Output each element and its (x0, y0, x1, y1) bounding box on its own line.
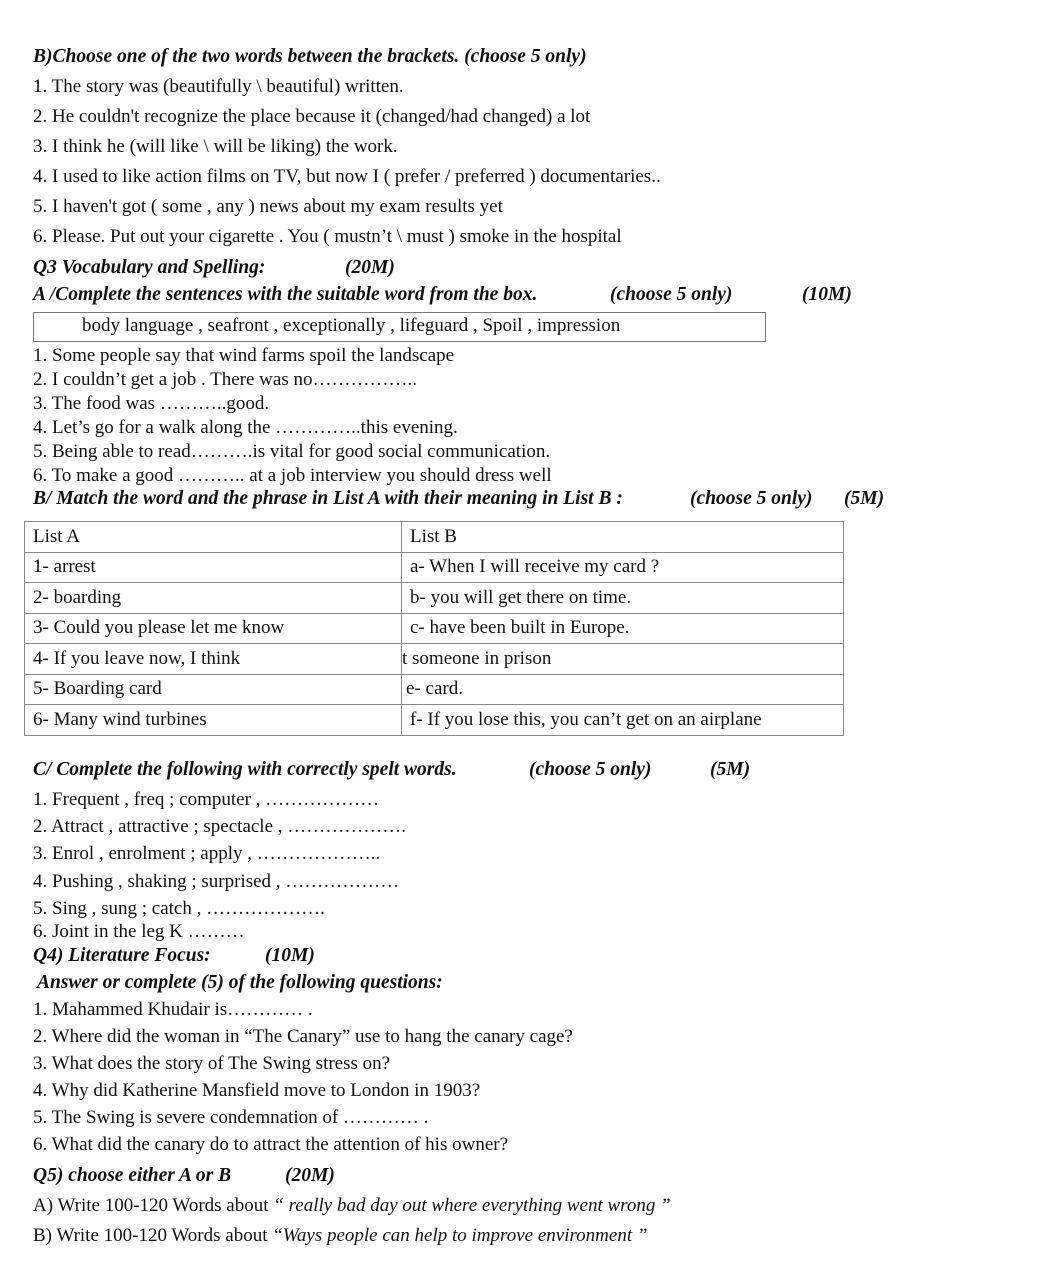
list-b-cell: f- If you lose this, you can’t get on an airplane (402, 705, 844, 736)
q3c-item-2: 2. Attract , attractive ; spectacle , ………………. (33, 816, 407, 837)
q3b-marks: (5M) (844, 488, 885, 509)
q4-item-4: 4. Why did Katherine Mansfield move to London in 1903? (33, 1080, 481, 1101)
matching-table (24, 521, 844, 736)
section-b-item-6: 6. Please. Put out your cigarette . You ( mustn’t \ must ) smoke in the hospital (33, 226, 622, 247)
q3c-item-3: 3. Enrol , enrolment ; apply , ……………….. (33, 843, 381, 864)
q5-option-a-prefix: A) Write 100-120 Words about (33, 1195, 274, 1216)
header-list-a: List A (25, 522, 402, 553)
word-box (33, 312, 766, 342)
q3-title: Q3 Vocabulary and Spelling: (33, 257, 266, 278)
section-b-item-3: 3. I think he (will like \ will be liking) the work. (33, 136, 398, 157)
list-b-cell: e- card. (402, 674, 844, 705)
section-b-item-1: 1. The story was (beautifully \ beautiful) written. (33, 76, 404, 97)
table-row (25, 705, 844, 736)
q3b-choose: (choose 5 only) (690, 488, 813, 509)
q3c-item-4: 4. Pushing , shaking ; surprised , ……………… (33, 871, 400, 892)
q3a-item-4: 4. Let’s go for a walk along the …………..this evening. (33, 417, 458, 438)
q5-option-b-topic: “Ways people can help to improve environment ” (272, 1225, 648, 1246)
list-a-cell: 5- Boarding card (25, 674, 402, 705)
header-list-b: List B (402, 522, 844, 553)
q5-option-a-topic: “ really bad day out where everything went wrong ” (273, 1195, 671, 1216)
q4-item-2: 2. Where did the woman in “The Canary” use to hang the canary cage? (33, 1026, 573, 1047)
section-b-heading: B)Choose one of the two words between the brackets. (choose 5 only) (33, 46, 587, 67)
q3c-item-1: 1. Frequent , freq ; computer , ……………… (33, 789, 380, 810)
q5-option-a (33, 1195, 671, 1217)
q3a-item-1: 1. Some people say that wind farms spoil the landscape (33, 345, 455, 366)
q3a-item-5: 5. Being able to read……….is vital for good social communication. (33, 441, 551, 462)
q3a-item-3: 3. The food was ………..good. (33, 393, 270, 414)
list-a-cell: 4- If you leave now, I think (25, 644, 402, 675)
q5-marks: (20M) (285, 1165, 335, 1186)
q4-title: Q4) Literature Focus: (33, 945, 211, 966)
section-b-item-4: 4. I used to like action films on TV, but now I ( prefer / preferred ) documentaries.. (33, 166, 661, 187)
q4-item-1: 1. Mahammed Khudair is………… . (33, 999, 313, 1020)
q3c-choose: (choose 5 only) (529, 759, 652, 780)
list-a-cell: 3- Could you please let me know (25, 613, 402, 644)
q3a-marks: (10M) (802, 284, 852, 305)
q3c-item-6: 6. Joint in the leg K ……… (33, 921, 245, 942)
q4-marks: (10M) (265, 945, 315, 966)
list-b-cell: a- When I will receive my card ? (402, 552, 844, 583)
table-row (25, 552, 844, 583)
q3a-heading: A /Complete the sentences with the suitable word from the box. (33, 284, 538, 305)
q3c-item-5: 5. Sing , sung ; catch , ………………. (33, 898, 325, 919)
q5-title: Q5) choose either A or B (33, 1165, 232, 1186)
list-b-cell: t someone in prison (402, 644, 844, 675)
section-b-item-5: 5. I haven't got ( some , any ) news about my exam results yet (33, 196, 503, 217)
word-box-text: body language , seafront , exceptionally , lifeguard , Spoil , impression (82, 315, 621, 336)
table-header-row (25, 522, 844, 553)
table-row (25, 674, 844, 705)
list-b-cell: c- have been built in Europe. (402, 613, 844, 644)
q4-item-3: 3. What does the story of The Swing stress on? (33, 1053, 391, 1074)
list-a-cell: 1- arrest (25, 552, 402, 583)
q4-item-6: 6. What did the canary do to attract the attention of his owner? (33, 1134, 509, 1155)
q3-marks: (20M) (345, 257, 395, 278)
q3a-item-2: 2. I couldn’t get a job . There was no…………….. (33, 369, 417, 390)
table-row (25, 583, 844, 614)
q3b-heading: B/ Match the word and the phrase in List A with their meaning in List B : (33, 488, 623, 509)
table-row (25, 644, 844, 675)
q3c-heading: C/ Complete the following with correctly spelt words. (33, 759, 457, 780)
list-b-cell: b- you will get there on time. (402, 583, 844, 614)
q4-item-5: 5. The Swing is severe condemnation of ………… . (33, 1107, 429, 1128)
q5-option-b (33, 1225, 647, 1247)
list-a-cell: 2- boarding (25, 583, 402, 614)
q3a-choose: (choose 5 only) (610, 284, 733, 305)
q4-instruction: Answer or complete (5) of the following questions: (37, 972, 443, 993)
q5-option-b-prefix: B) Write 100-120 Words about (33, 1225, 273, 1246)
list-a-cell: 6- Many wind turbines (25, 705, 402, 736)
q3c-marks: (5M) (710, 759, 751, 780)
q3a-item-6: 6. To make a good ……….. at a job interview you should dress well (33, 465, 552, 486)
table-row (25, 613, 844, 644)
section-b-item-2: 2. He couldn't recognize the place because it (changed/had changed) a lot (33, 106, 591, 127)
